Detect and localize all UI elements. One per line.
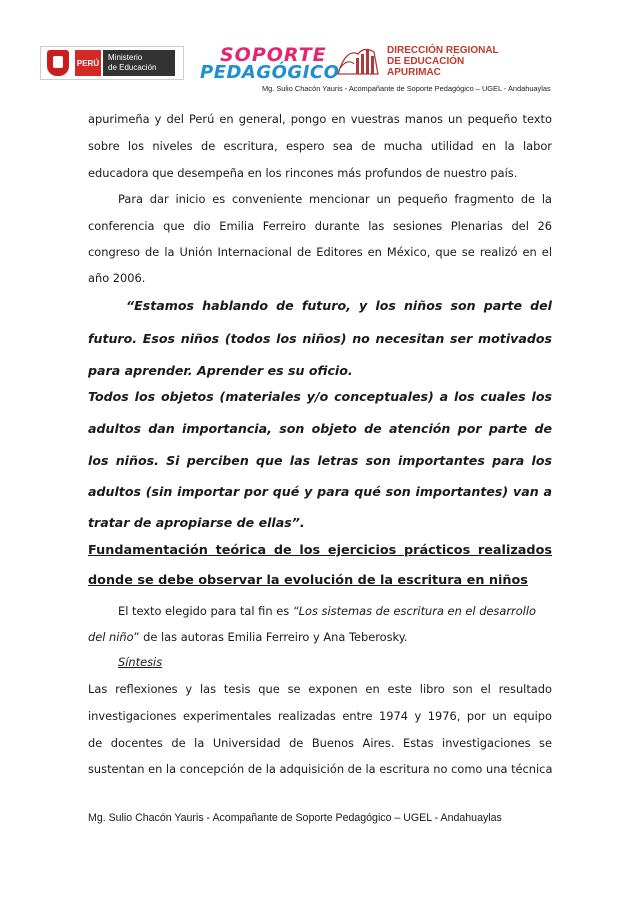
- paragraph-line: apurimeña y del Perú en general, pongo en vuestras manos un pequeño texto: [88, 112, 552, 126]
- paragraph-line: congreso de la Unión Internacional de Editores en México, que se realizó en el: [88, 245, 552, 259]
- minedu-name: [103, 50, 175, 76]
- quote-line: adultos (sin importar por qué y para qué son importantes) van a: [88, 484, 552, 499]
- paragraph-line: [118, 604, 552, 618]
- quote-line: “Estamos hablando de futuro, y los niños son parte del: [126, 298, 552, 313]
- dre-logo-text: [387, 45, 499, 78]
- source-authors: ” de las autoras Emilia Ferreiro y Ana Teberosky.: [133, 630, 408, 644]
- paragraph-line: sobre los niveles de escritura, espero sea de mucha utilidad en la labor: [88, 139, 552, 153]
- section-title-line: Fundamentación teórica de los ejercicios prácticos realizados: [88, 543, 552, 558]
- dre-line3: APURIMAC: [387, 67, 441, 78]
- minedu-line2: de Educación: [108, 63, 157, 72]
- source-intro: El texto elegido para tal fin es: [118, 604, 293, 618]
- paragraph-line: [88, 630, 552, 644]
- page-header: [0, 0, 638, 110]
- paragraph-line: educadora que desempeña en los rincones más profundos de nuestro país.: [88, 166, 518, 180]
- soporte-pedagogico-logo: [200, 44, 340, 84]
- paragraph-line: sustentan en la concepción de la adquisición de la escritura no como una técnica: [88, 762, 553, 776]
- quote-line: tratar de apropiarse de ellas”.: [88, 515, 305, 530]
- paragraph-line: año 2006.: [88, 271, 146, 285]
- paragraph-line: Para dar inicio es conveniente mencionar un pequeño fragmento de la: [118, 192, 552, 206]
- minedu-logo: [40, 46, 184, 80]
- quote-line: para aprender. Aprender es su oficio.: [88, 363, 353, 378]
- dre-line2: DE EDUCACIÓN: [387, 56, 465, 67]
- quote-line: adultos dan importancia, son objeto de atención por parte de: [88, 421, 552, 436]
- book-title-end: del niño: [88, 630, 134, 644]
- section-title-line: donde se debe observar la evolución de la escritura en niños: [88, 573, 528, 588]
- minedu-line1: Ministerio: [108, 53, 143, 62]
- dre-line1: DIRECCIÓN REGIONAL: [387, 45, 499, 56]
- quote-line: futuro. Esos niños (todos los niños) no necesitan ser motivados: [88, 331, 552, 346]
- paragraph-line: investigaciones experimentales realizadas entre 1974 y 1976, por un equipo: [88, 709, 552, 723]
- page-footer: Mg. Sulio Chacón Yauris - Acompañante de Soporte Pedagógico – UGEL - Andahuaylas: [88, 812, 502, 824]
- sintesis-heading: Síntesis: [118, 655, 163, 669]
- quote-line: los niños. Si perciben que las letras son importantes para los: [88, 453, 552, 468]
- pedagogico-word: PEDAGÓGICO: [200, 62, 340, 83]
- peru-shield-icon: [47, 50, 69, 76]
- dre-emblem-icon: [334, 44, 382, 78]
- quote-line: Todos los objetos (materiales y/o conceptuales) a los cuales los: [88, 389, 552, 404]
- minedu-peru-label: PERÚ: [75, 50, 101, 76]
- paragraph-line: Las reflexiones y las tesis que se exponen en este libro son el resultado: [88, 682, 552, 696]
- soporte-word: SOPORTE: [220, 44, 327, 66]
- book-title: “Los sistemas de escritura en el desarrollo: [292, 604, 536, 618]
- paragraph-line: de docentes de la Universidad de Buenos Aires. Estas investigaciones se: [88, 736, 552, 750]
- subheading: [118, 655, 552, 669]
- header-caption: Mg. Sulio Chacón Yauris - Acompañante de Soporte Pedagógico – UGEL - Andahuaylas: [262, 84, 551, 93]
- paragraph-line: conferencia que dio Emilia Ferreiro durante las sesiones Plenarias del 26: [88, 219, 552, 233]
